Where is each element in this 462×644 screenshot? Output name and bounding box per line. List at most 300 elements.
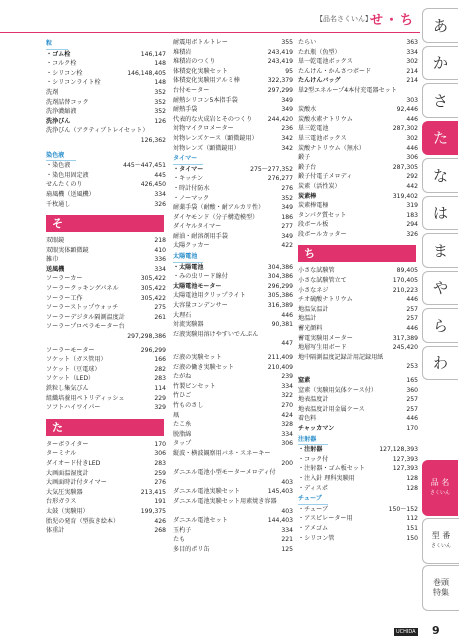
- entry-name: 地温計: [298, 315, 317, 323]
- entry-name: 体積変化実験用アルミ棒: [173, 77, 240, 85]
- index-entry: [173, 291, 293, 301]
- entry-name: 太陽クッカー: [173, 242, 210, 250]
- entry-pages[interactable]: 128: [406, 484, 418, 492]
- index-entry: [173, 353, 293, 363]
- index-entry: [298, 48, 418, 58]
- entry-name: だ液の働き実験セット: [173, 363, 234, 371]
- entry-pages[interactable]: 446: [406, 144, 418, 152]
- entry-name: ダニエル電池セット: [173, 517, 228, 525]
- entry-name: 単一乾電池ボックス: [298, 58, 353, 66]
- entry-name: ソケット（豆電球）: [46, 365, 101, 373]
- entry-pages[interactable]: 114: [154, 385, 166, 392]
- index-entry: [46, 255, 166, 265]
- entry-pages[interactable]: 297,298,386: [127, 333, 166, 341]
- entry-pages[interactable]: 305,422: [140, 294, 166, 302]
- entry-pages[interactable]: 214: [406, 67, 418, 75]
- entry-pages[interactable]: 336: [154, 256, 166, 264]
- entry-pages[interactable]: 334: [154, 190, 166, 198]
- entry-pages[interactable]: 144,403: [267, 517, 293, 525]
- entry-pages[interactable]: 403: [281, 478, 293, 486]
- index-entry: [46, 384, 166, 394]
- entry-pages[interactable]: 150〜152: [388, 505, 418, 513]
- entry-pages[interactable]: 150: [406, 534, 418, 542]
- entry-name: たこ糸: [173, 421, 192, 429]
- entry-pages[interactable]: 292: [406, 173, 418, 181]
- entry-pages[interactable]: 243,419: [267, 58, 293, 66]
- index-entry: [298, 464, 418, 474]
- index-entry: [298, 276, 418, 286]
- entry-pages[interactable]: 245,420: [392, 344, 418, 352]
- index-entry: [173, 330, 293, 349]
- page-number: 9: [432, 624, 440, 637]
- entry-name: たんけん・かんさつボード: [298, 67, 372, 75]
- entry-name: 段ボール板: [298, 221, 329, 229]
- index-entry: [298, 524, 418, 534]
- index-entry: [298, 386, 418, 396]
- index-entry: [298, 266, 418, 276]
- entry-pages[interactable]: 297,299: [267, 86, 293, 94]
- entry-pages[interactable]: 316,389: [267, 302, 293, 310]
- entry-pages[interactable]: 276: [281, 184, 293, 192]
- entry-pages[interactable]: 126: [154, 117, 166, 125]
- entry-pages[interactable]: 334: [406, 48, 418, 56]
- entry-name: ソフトハイワイパー: [46, 404, 101, 412]
- entry-pages[interactable]: 303: [406, 96, 418, 104]
- entry-pages[interactable]: 126,362: [140, 136, 166, 144]
- entry-pages[interactable]: 442: [406, 182, 418, 190]
- index-kana: せ・ち: [370, 13, 416, 28]
- index-entry: [46, 161, 166, 171]
- index-entry: [173, 222, 293, 232]
- index-entry: [173, 301, 293, 311]
- side-tab-main: 巻頭: [433, 578, 449, 587]
- index-entry: [173, 516, 293, 526]
- entry-name: せんたくのり: [46, 181, 83, 189]
- index-entry: [173, 282, 293, 292]
- entry-name: だ液実験用溶けやすいでんぷん: [173, 330, 259, 338]
- index-entry: [173, 241, 293, 251]
- index-entry: [173, 76, 293, 86]
- kana-tabs: [422, 8, 458, 383]
- entry-name: 単三電池ボックス: [298, 134, 347, 142]
- entry-pages[interactable]: 275〜277,352: [250, 165, 293, 173]
- entry-pages[interactable]: 304,386: [267, 273, 293, 281]
- entry-name: 堆積岩: [173, 48, 192, 56]
- entry-name: 小さな試験管: [298, 267, 335, 275]
- entry-pages[interactable]: 305,422: [140, 285, 166, 293]
- index-entry: [46, 98, 166, 108]
- entry-pages[interactable]: 270: [281, 401, 293, 409]
- entry-pages[interactable]: 239: [281, 373, 293, 381]
- entry-pages[interactable]: 342: [281, 144, 293, 152]
- entry-pages[interactable]: 326: [406, 230, 418, 238]
- entry-pages[interactable]: 276,277: [267, 175, 293, 183]
- entry-name: 胎児の発育（型抜き絵本）: [46, 517, 120, 525]
- entry-name: ・コルク栓: [46, 60, 77, 68]
- entry-pages[interactable]: 326: [154, 200, 166, 208]
- index-column-3: [298, 38, 418, 543]
- entry-name: たらい: [298, 39, 317, 46]
- entry-pages[interactable]: 282: [154, 365, 166, 373]
- entry-name: 蓄光顔料: [298, 325, 323, 333]
- entry-pages[interactable]: 426,450: [140, 181, 166, 189]
- index-entry: [46, 303, 166, 313]
- entry-pages[interactable]: 363: [406, 39, 418, 46]
- index-entry: [46, 69, 166, 79]
- brand-logo: UCHIDA: [396, 629, 416, 635]
- entry-pages[interactable]: 199,375: [140, 507, 166, 515]
- entry-pages[interactable]: 166: [154, 356, 166, 364]
- index-entry: [298, 295, 418, 305]
- entry-name: 洗浄びん（アクティブトレイセット）: [46, 127, 149, 135]
- entry-pages[interactable]: 446: [406, 296, 418, 304]
- kana-section-band: そ: [46, 215, 164, 232]
- entry-pages[interactable]: 268: [154, 527, 166, 535]
- index-entry: [298, 334, 418, 344]
- kana-tab[interactable]: な: [422, 158, 458, 193]
- entry-pages[interactable]: 276: [154, 479, 166, 487]
- entry-pages[interactable]: 355: [281, 39, 293, 46]
- kana-tab[interactable]: か: [422, 46, 458, 81]
- entry-pages[interactable]: 283: [154, 375, 166, 383]
- entry-pages[interactable]: 95: [285, 67, 293, 75]
- entry-name: 台形ガラス: [46, 498, 77, 506]
- entry-pages[interactable]: 213,415: [140, 488, 166, 496]
- side-tab-main: 型 番: [431, 531, 451, 540]
- kana-tab[interactable]: さ: [422, 83, 458, 118]
- entry-pages[interactable]: 257: [406, 405, 418, 413]
- entry-pages[interactable]: 446: [406, 115, 418, 123]
- side-tab-product-index[interactable]: [422, 460, 458, 516]
- entry-name: 鍛子台: [298, 163, 317, 171]
- entry-pages[interactable]: 329: [154, 404, 166, 412]
- entry-name: ・コック付: [298, 455, 329, 463]
- index-entry: [46, 469, 166, 479]
- entry-pages[interactable]: 127,393: [392, 455, 418, 463]
- entry-pages[interactable]: 334: [154, 265, 166, 273]
- header-rule: [0, 32, 420, 33]
- kana-tab[interactable]: ま: [422, 233, 458, 268]
- entry-pages[interactable]: 221: [281, 536, 293, 544]
- index-entry: [173, 48, 293, 58]
- entry-pages[interactable]: 342: [281, 134, 293, 142]
- entry-pages[interactable]: 302: [406, 134, 418, 142]
- entry-pages[interactable]: 446: [406, 325, 418, 333]
- entry-pages[interactable]: 170: [406, 424, 418, 432]
- entry-pages[interactable]: 287,305: [392, 163, 418, 171]
- index-entry: [46, 265, 166, 275]
- entry-name: ・タイマー: [173, 165, 204, 173]
- entry-pages[interactable]: 259: [154, 469, 166, 477]
- entry-name: 大気圧実験器: [46, 488, 83, 496]
- entry-pages[interactable]: 304,386: [267, 263, 293, 271]
- entry-name: 玉杓子: [173, 526, 192, 534]
- entry-name: 鍛子: [298, 154, 311, 162]
- entry-pages[interactable]: 218: [154, 237, 166, 245]
- entry-pages[interactable]: 422: [281, 242, 293, 250]
- entry-name: 洗浄びん: [46, 117, 71, 125]
- entry-name: 地表温度計用金属ケース: [298, 405, 365, 413]
- entry-pages[interactable]: 275: [154, 304, 166, 312]
- entry-name: 大理石: [173, 311, 192, 319]
- index-entry: [298, 220, 418, 230]
- entry-pages[interactable]: 302: [406, 58, 418, 66]
- entry-pages[interactable]: 349: [281, 204, 293, 212]
- index-entry: [173, 545, 293, 555]
- index-entry: [298, 192, 418, 202]
- entry-name: 双眼鏡: [46, 237, 65, 245]
- entry-pages[interactable]: 296,299: [140, 346, 166, 354]
- entry-pages[interactable]: 349: [281, 96, 293, 104]
- entry-pages[interactable]: 319,402: [392, 192, 418, 200]
- entry-pages[interactable]: 183: [406, 211, 418, 219]
- entry-name: 耐熱シリコン5本指手袋: [173, 96, 238, 104]
- index-entry: [298, 286, 418, 296]
- entry-pages[interactable]: 277: [281, 223, 293, 231]
- entry-pages[interactable]: 306: [154, 450, 166, 458]
- entry-pages[interactable]: 426: [154, 517, 166, 525]
- entry-pages[interactable]: 287,302: [392, 125, 418, 133]
- entry-pages[interactable]: 89,405: [396, 267, 418, 275]
- index-entry: [173, 203, 293, 213]
- entry-pages[interactable]: 349: [281, 106, 293, 114]
- kana-tab[interactable]: は: [422, 196, 458, 231]
- entry-pages[interactable]: 127,128,393: [379, 446, 418, 454]
- index-entry: [173, 134, 293, 144]
- index-entry: [173, 174, 293, 184]
- index-entry: [298, 105, 418, 115]
- entry-pages[interactable]: 352: [154, 88, 166, 96]
- entry-pages[interactable]: 447: [281, 340, 293, 348]
- entry-pages[interactable]: 445: [154, 171, 166, 179]
- index-entry: [298, 514, 418, 524]
- entry-pages[interactable]: 148: [154, 79, 166, 87]
- entry-pages[interactable]: 257: [406, 315, 418, 323]
- index-entry: [173, 535, 293, 545]
- kana-tab[interactable]: た: [422, 121, 458, 156]
- entry-pages[interactable]: 352: [281, 194, 293, 202]
- index-entry: [173, 272, 293, 282]
- entry-name: チャッカマン: [298, 424, 335, 432]
- entry-pages[interactable]: 170,405: [392, 277, 418, 285]
- entry-pages[interactable]: 322: [281, 392, 293, 400]
- index-entry: [298, 230, 418, 240]
- entry-pages[interactable]: 210,223: [392, 286, 418, 294]
- entry-pages[interactable]: 334: [281, 526, 293, 534]
- entry-pages[interactable]: 146,147: [140, 50, 166, 58]
- entry-pages[interactable]: 243,419: [267, 48, 293, 56]
- index-entry: [46, 440, 166, 450]
- index-entry: [173, 105, 293, 115]
- entry-name: ・染色液: [46, 162, 71, 170]
- entry-pages[interactable]: 446: [281, 311, 293, 319]
- entry-name: 対流実験器: [173, 321, 204, 329]
- entry-pages[interactable]: 352: [154, 108, 166, 116]
- index-entry: [173, 124, 293, 134]
- side-tab-model-index[interactable]: [422, 518, 459, 564]
- entry-name: 窒素: [298, 377, 311, 384]
- index-entry: [298, 414, 418, 424]
- entry-pages[interactable]: 236: [281, 125, 293, 133]
- entry-pages[interactable]: 210,409: [267, 363, 293, 371]
- entry-pages[interactable]: 306: [281, 440, 293, 448]
- entry-pages[interactable]: 305,386: [267, 292, 293, 300]
- entry-name: ダイヤルタイマー: [173, 223, 222, 231]
- entry-pages[interactable]: 253: [406, 363, 418, 371]
- entry-name: 着色料: [298, 415, 317, 423]
- entry-name: 耐熱手袋: [173, 106, 198, 114]
- index-entry: [298, 343, 418, 353]
- entry-pages[interactable]: 112: [406, 515, 418, 523]
- index-entry: [46, 478, 166, 488]
- entry-pages[interactable]: 283: [154, 459, 166, 467]
- entry-pages[interactable]: 244,420: [267, 115, 293, 123]
- entry-name: 小さなネジ: [298, 286, 329, 294]
- entry-pages[interactable]: 127,393: [392, 465, 418, 473]
- entry-pages[interactable]: 191: [154, 498, 166, 506]
- entry-pages[interactable]: 146,148,405: [127, 69, 166, 77]
- entry-pages[interactable]: 211,409: [267, 354, 293, 361]
- entry-pages[interactable]: 349: [281, 232, 293, 240]
- index-entry: [46, 236, 166, 246]
- entry-pages[interactable]: 145,403: [267, 488, 293, 496]
- entry-name: ソーラーストップウォッチ: [46, 304, 119, 312]
- index-entry: [46, 88, 166, 98]
- entry-pages[interactable]: 445〜447,451: [123, 162, 166, 170]
- entry-name: 単三乾電池: [298, 125, 329, 133]
- entry-pages[interactable]: 92,446: [396, 106, 418, 114]
- section-heading: タイマー: [173, 154, 203, 165]
- entry-name: 炭酸水: [298, 106, 317, 114]
- entry-pages[interactable]: 322,379: [267, 77, 293, 85]
- kana-tab[interactable]: あ: [422, 8, 458, 43]
- entry-pages[interactable]: 306: [406, 154, 418, 162]
- entry-name: チオ硫酸ナトリウム: [298, 296, 353, 304]
- entry-name: 体積変化実験セット: [173, 67, 228, 75]
- entry-name: 体重計: [46, 527, 65, 535]
- entry-name: 台付モーター: [173, 86, 210, 94]
- index-entry: [298, 115, 418, 125]
- entry-pages[interactable]: 229: [154, 394, 166, 402]
- entry-pages[interactable]: 424: [281, 411, 293, 419]
- entry-name: 炭素棒電極: [298, 202, 329, 210]
- entry-pages[interactable]: 446: [406, 415, 418, 423]
- entry-name: たも: [173, 536, 186, 544]
- entry-pages[interactable]: 257: [406, 305, 418, 313]
- entry-pages[interactable]: 261: [154, 313, 166, 321]
- entry-pages[interactable]: 151: [406, 524, 418, 532]
- entry-pages[interactable]: 352: [154, 98, 166, 106]
- entry-name: ソーラークッキングパネル: [46, 285, 119, 293]
- entry-name: 扇風機（送風機）: [46, 190, 95, 198]
- index-entry: [173, 487, 293, 497]
- kana-tab[interactable]: や: [422, 271, 458, 306]
- entry-pages[interactable]: 125: [281, 545, 293, 553]
- index-entry: [298, 76, 418, 86]
- index-entry: [46, 449, 166, 459]
- entry-name: ・注射器・ゴム板セット: [298, 465, 366, 473]
- entry-pages[interactable]: 214: [406, 77, 418, 85]
- entry-pages[interactable]: 165: [406, 377, 418, 384]
- entry-pages[interactable]: 257: [406, 396, 418, 404]
- index-entry: [298, 172, 418, 182]
- side-tab-feature[interactable]: [422, 565, 459, 611]
- index-entry: [173, 57, 293, 67]
- index-entry: [46, 507, 166, 517]
- entry-pages[interactable]: 403: [281, 507, 293, 515]
- entry-name: ・チューブ: [298, 505, 328, 513]
- index-entry: [173, 96, 293, 106]
- side-tab-main: 品 名: [430, 478, 450, 487]
- index-entry: [173, 468, 293, 487]
- entry-pages[interactable]: 148: [154, 60, 166, 68]
- index-entry: [46, 365, 166, 375]
- entry-pages[interactable]: 128: [406, 474, 418, 482]
- entry-pages[interactable]: 360: [406, 386, 418, 394]
- index-column-2: [173, 38, 293, 554]
- entry-name: ・シリコンライト栓: [46, 79, 101, 87]
- index-entry: [298, 153, 418, 163]
- entry-name: 炭酸ナトリウム（無水）: [298, 144, 365, 152]
- kana-tab[interactable]: わ: [422, 346, 458, 381]
- entry-name: ・染色用固定液: [46, 171, 89, 179]
- entry-pages[interactable]: 319: [406, 202, 418, 210]
- entry-pages[interactable]: 328: [281, 421, 293, 429]
- entry-name: たんけんバッグ: [298, 77, 341, 85]
- entry-name: ・キッチン: [173, 175, 204, 183]
- entry-pages[interactable]: 186: [281, 213, 293, 221]
- entry-name: 縦波・横波観察用バネ・スネーキー: [173, 449, 271, 457]
- entry-name: 炭酸水素ナトリウム: [298, 115, 353, 123]
- entry-pages[interactable]: 334: [281, 430, 293, 438]
- entry-pages[interactable]: 305,422: [140, 275, 166, 283]
- entry-name: ソーラープロペラモーター台: [46, 323, 125, 331]
- entry-pages[interactable]: 334: [281, 382, 293, 390]
- entry-name: ダニエル電池小型モーターメロディ付: [173, 469, 276, 477]
- entry-name: ダニエル電池実験セット: [173, 488, 241, 496]
- index-entry: [298, 395, 418, 405]
- entry-name: 耐震用ボトルトレー: [173, 39, 228, 46]
- index-entry: [173, 320, 293, 330]
- entry-pages[interactable]: 296,299: [267, 282, 293, 290]
- entry-name: 凧: [173, 411, 180, 419]
- entry-pages[interactable]: 317,389: [392, 334, 418, 342]
- index-entry: [46, 313, 166, 323]
- side-tab-sub: 特集: [433, 588, 449, 597]
- index-entry: [298, 201, 418, 211]
- entry-name: 代表的な火成岩とそのつくり: [173, 115, 253, 123]
- index-entry: [173, 144, 293, 154]
- entry-pages[interactable]: 410: [154, 246, 166, 254]
- entry-pages[interactable]: 90,381: [271, 321, 293, 329]
- entry-pages[interactable]: 170: [154, 440, 166, 448]
- entry-name: 竹ひご: [173, 392, 192, 400]
- entry-name: たがね: [173, 373, 192, 381]
- entry-name: 窒素（実験用気体ケース付）: [298, 386, 377, 394]
- entry-name: 地層写生用ボード: [298, 344, 347, 352]
- index-entry: [46, 284, 166, 294]
- entry-pages[interactable]: 200: [281, 459, 293, 467]
- entry-pages[interactable]: 294: [406, 221, 418, 229]
- index-entry: [298, 38, 418, 48]
- kana-tab[interactable]: ら: [422, 308, 458, 343]
- kana-section-band: ち: [298, 245, 416, 262]
- entry-name: 炭素（活性炭）: [298, 182, 341, 190]
- entry-name: 太鼓（実験用）: [46, 507, 89, 515]
- section-heading: 粒: [46, 39, 68, 50]
- index-entry: [173, 411, 293, 421]
- index-entry: [298, 57, 418, 67]
